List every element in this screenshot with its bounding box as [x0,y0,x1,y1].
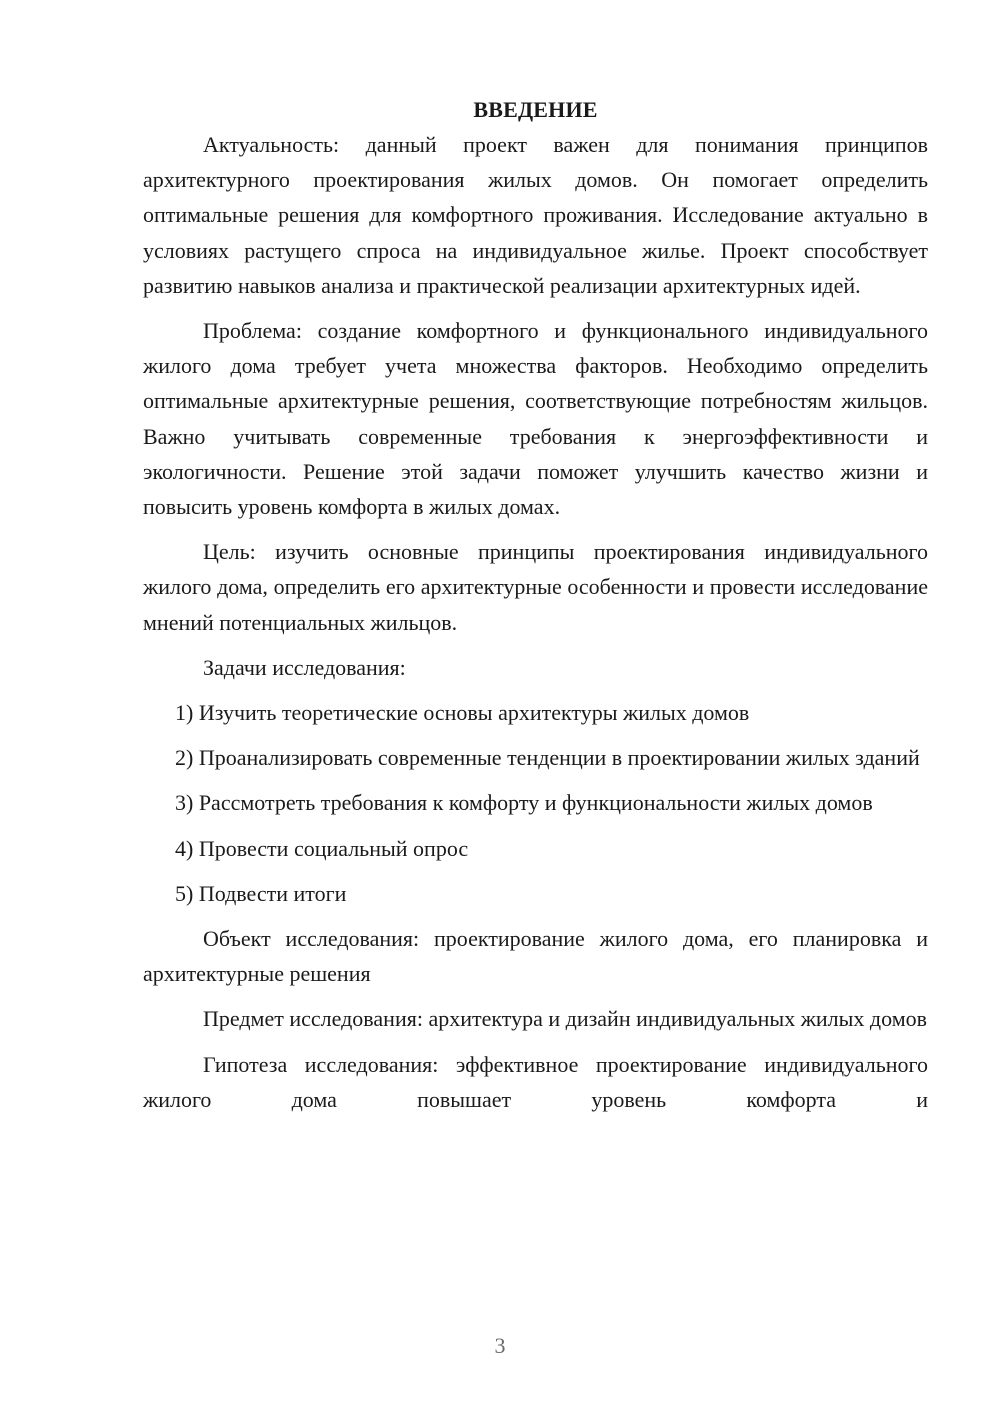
task-item-4: 4) Провести социальный опрос [175,835,469,861]
relevance-paragraph: Актуальность: данный проект важен для понимания принципов архитектурного проектирования жилых домов. Он помогает определить оптимальные решения для комфортного проживания. Исследование актуально в условиях растущего спроса на индивидуальное жилье. Проект способствует развитию навыков анализа и практической реализации архитектурных идей. [143,132,928,298]
subject-paragraph: Предмет исследования: архитектура и дизайн индивидуальных жилых домов [203,1006,928,1032]
task-item-5: 5) Подвести итоги [175,880,347,906]
task-item-1: 1) Изучить теоретические основы архитектуры жилых домов [175,700,750,726]
tasks-heading: Задачи исследования: [203,654,406,680]
task-item-2: 2) Проанализировать современные тенденции в проектировании жилых зданий [175,745,920,771]
document-page [143,92,928,1117]
section-title: ВВЕДЕНИЕ [473,97,598,122]
task-item-3: 3) Рассмотреть требования к комфорту и функциональности жилых домов [175,790,873,816]
goal-paragraph: Цель: изучить основные принципы проектирования индивидуального жилого дома, определить его архитектурные особенности и провести исследование мнений потенциальных жильцов. [143,539,928,635]
object-paragraph: Объект исследования: проектирование жилого дома, его планировка и архитектурные решения [143,926,928,987]
hypothesis-paragraph: Гипотеза исследования: эффективное проектирование индивидуального жилого дома повышает уровень комфорта и [143,1051,928,1112]
page-number: 3 [494,1333,506,1358]
problem-paragraph: Проблема: создание комфортного и функционального индивидуального жилого дома требует учета множества факторов. Необходимо определить оптимальные архитектурные решения, соответствующие потребностям жильцов. Важно учитывать современные требования к энергоэффективности и экологичности. Решение этой задачи поможет улучшить качество жизни и повысить уровень комфорта в жилых домах. [143,318,928,520]
